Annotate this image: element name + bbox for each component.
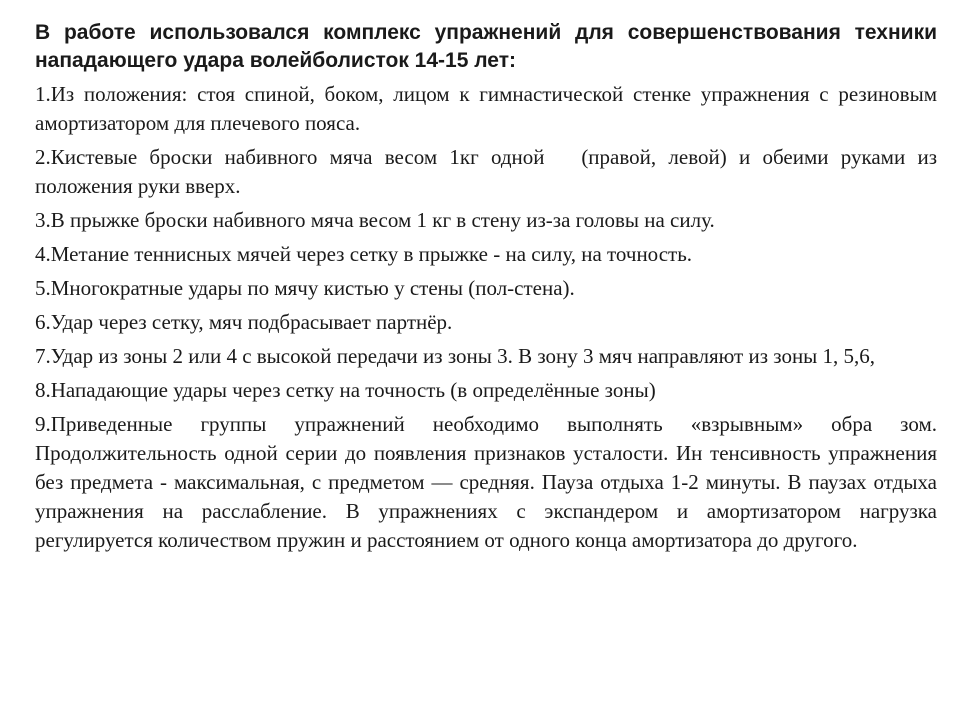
- list-item-6: 6.Удар через сетку, мяч подбрасывает партнёр.: [35, 310, 453, 334]
- list-item-7: 7.Удар из зоны 2 или 4 с высокой передачи из зоны 3. В зону 3 мяч направляют из зоны 1, 5,6,: [35, 344, 876, 368]
- list-item-5: 5.Многократные удары по мячу кистью у стены (пол-стена).: [35, 276, 575, 300]
- list-item-4: 4.Метание теннисных мячей через сетку в прыжке - на силу, на точность.: [35, 242, 693, 266]
- list-item-8: 8.Нападающие удары через сетку на точность (в определённые зоны): [35, 378, 656, 402]
- list-item-9: 9.Приведенные группы упражнений необходимо выполнять «взрывным» обра зом. Продолжительность одной серии до появления признаков усталости. Ин тенсивность упражнения без предмета - максимальная, с предметом — средняя. Пауза отдыха 1-2 минуты. В паузах отдыха упражнения на расслабление. В упражнениях с экспандером и амортизатором нагрузка регулируется количеством пружин и расстоянием от одного конца амортизатора до другого.: [35, 412, 937, 552]
- list-item-3: 3.В прыжке броски набивного мяча весом 1 кг в стену из-за головы на силу.: [35, 208, 715, 232]
- slide-content: [35, 19, 943, 555]
- list-item-1: 1.Из положения: стоя спиной, боком, лицом к гимнастической стенке упражнения с резиновым амортизатором для плечевого пояса.: [35, 82, 937, 135]
- list-item-2: 2.Кистевые броски набивного мяча весом 1кг одной (правой, левой) и обеими руками из положения руки вверх.: [35, 145, 943, 198]
- document-heading: В работе использовался комплекс упражнений для совершенствования техники нападающего удара волейболисток 14-15 лет:: [35, 21, 937, 72]
